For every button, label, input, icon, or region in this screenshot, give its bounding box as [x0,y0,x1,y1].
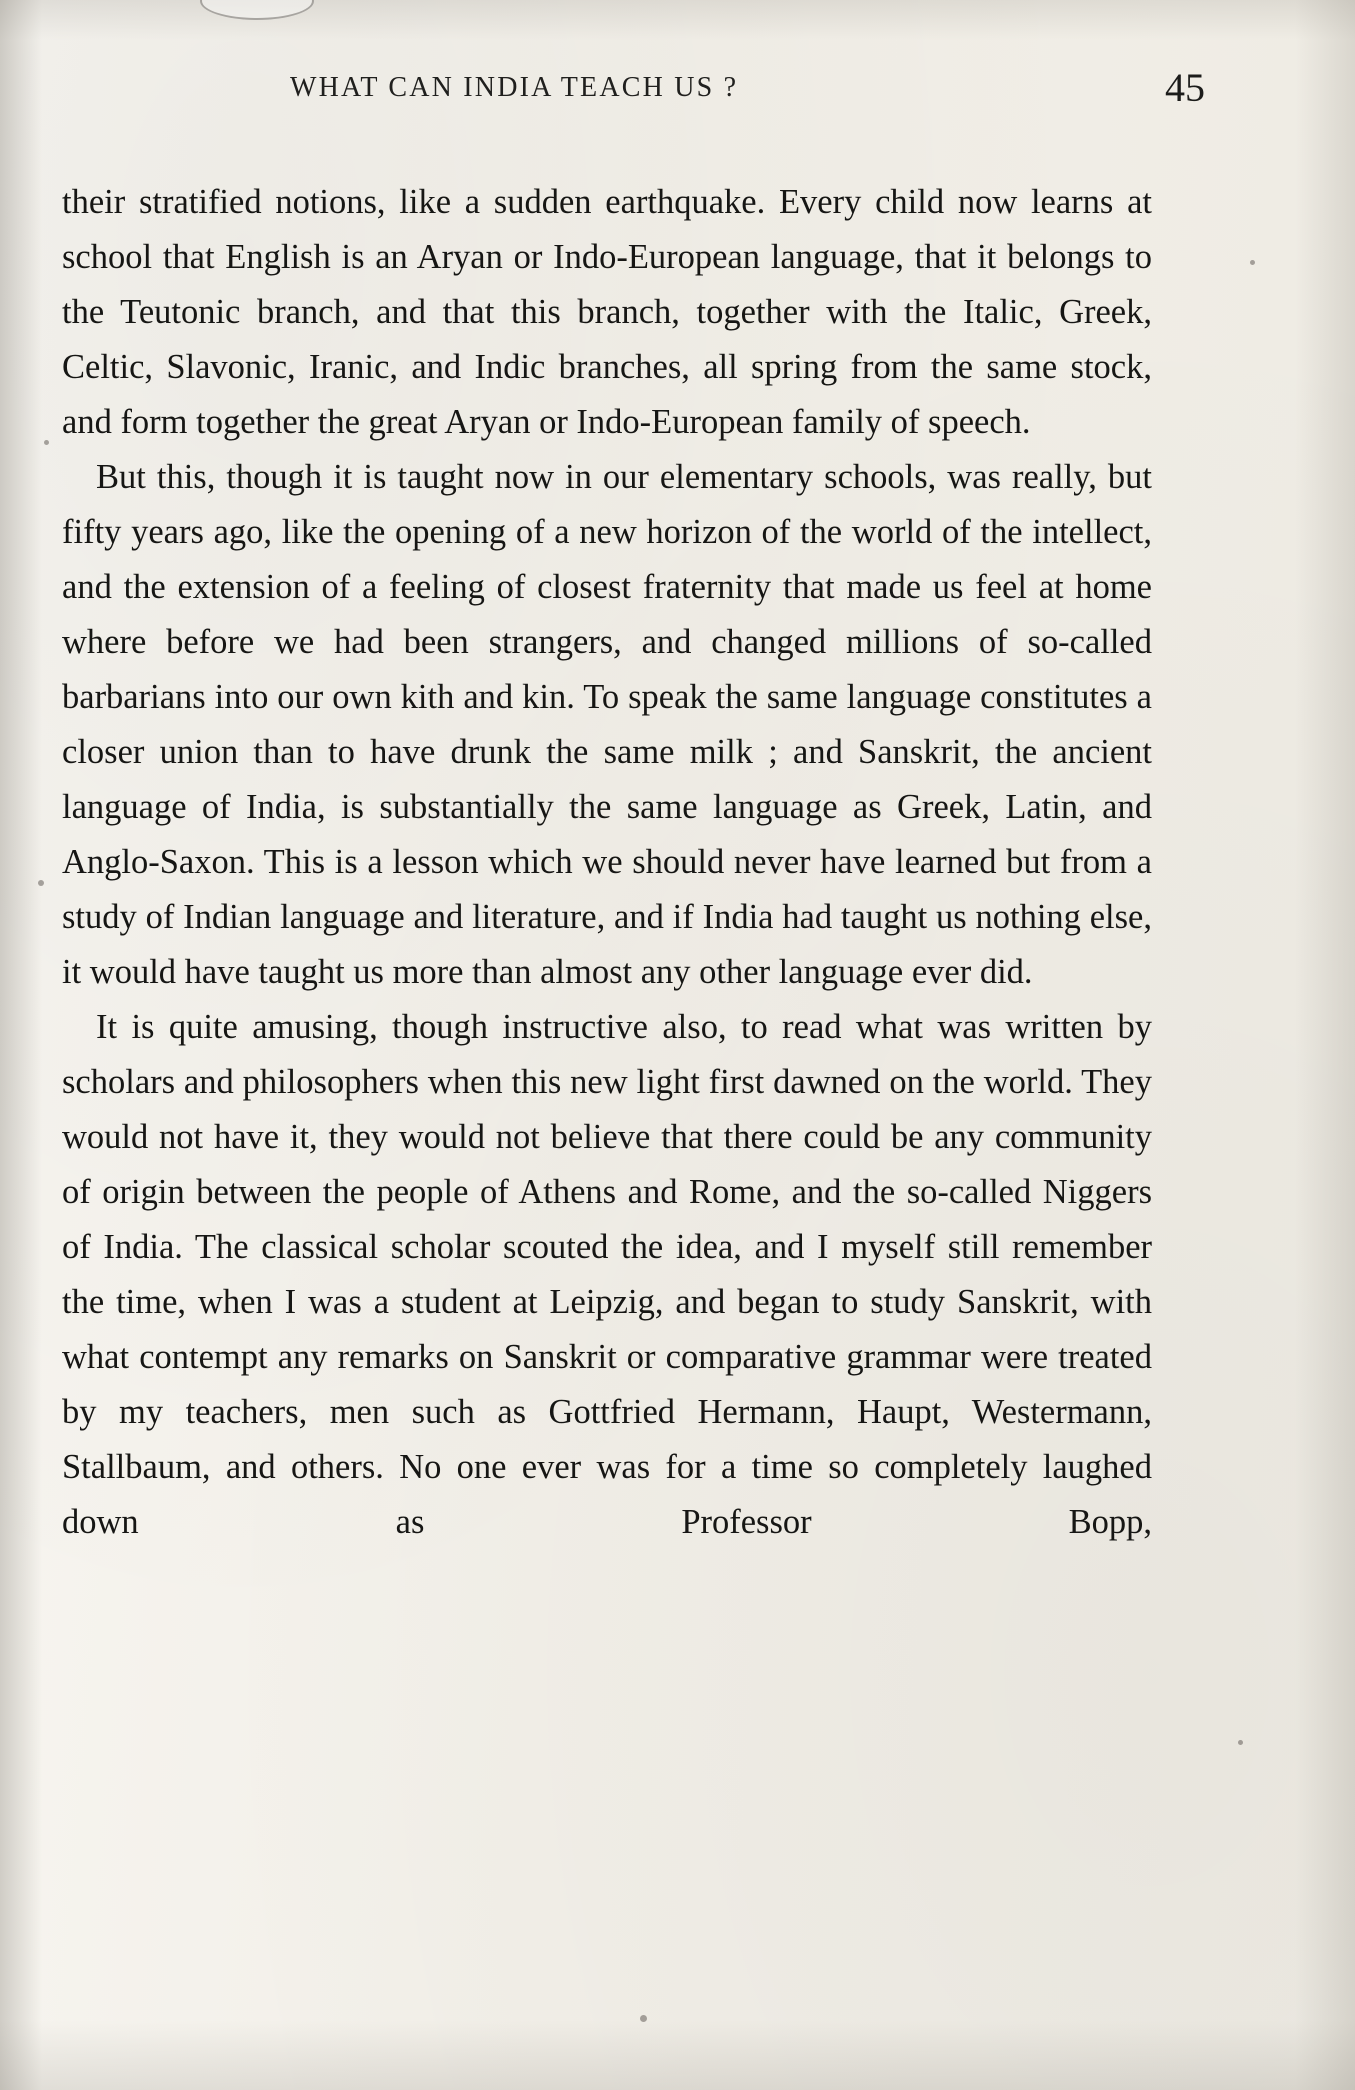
page-speck [38,880,44,886]
scan-artifact-mark [200,0,314,20]
paragraph: It is quite amusing, though instructive also, to read what was written by scholars and philosophers when this new light first dawned on the world. They would not have it, they would not believe that there could be any community of origin between the people of Athens and Rome, and the so-called Niggers of India. The classical scholar scouted the idea, and I myself still remember the time, when I was a student at Leipzig, and began to study Sanskrit, with what contempt any remarks on Sanskrit or comparative grammar were treated by my teachers, men such as Gottfried Hermann, Haupt, Westermann, Stallbaum, and others. No one ever was for a time so completely laughed down as Professor Bopp, [62,1008,1152,1541]
paragraph: But this, though it is taught now in our elementary schools, was really, but fifty years ago, like the opening of a new horizon of the world of the intellect, and the extension of a feeling of closest fraternity that made us feel at home where before we had been strangers, and changed millions of so-called barbarians into our own kith and kin. To speak the same language constitutes a closer union than to have drunk the same milk ; and Sanskrit, the ancient language of India, is substantially the same language as Greek, Latin, and Anglo-Saxon. This is a lesson which we should never have learned but from a study of Indian language and literature, and if India had taught us nothing else, it would have taught us more than almost any other language ever did. [62,458,1152,991]
page-number: 45 [1165,65,1205,110]
page-header [0,65,1355,116]
page-edge-shading-top [0,0,1355,40]
page-speck [44,440,49,445]
running-title: WHAT CAN INDIA TEACH US ? [290,72,739,103]
page-speck [1250,260,1255,265]
page-speck [1238,1740,1243,1745]
page-edge-shading-right [1295,0,1355,2090]
page-speck [640,2015,647,2022]
page-edge-shading-left [0,0,42,2090]
body-text [62,175,1152,1605]
paragraph: their stratified notions, like a sudden earthquake. Every child now learns at school that English is an Aryan or Indo-European language, that it belongs to the Teutonic branch, and that this branch, together with the Italic, Greek, Celtic, Slavonic, Iranic, and Indic branches, all spring from the same stock, and form together the great Aryan or Indo-European family of speech. [62,183,1152,441]
page-edge-shading-bottom [0,2020,1355,2090]
